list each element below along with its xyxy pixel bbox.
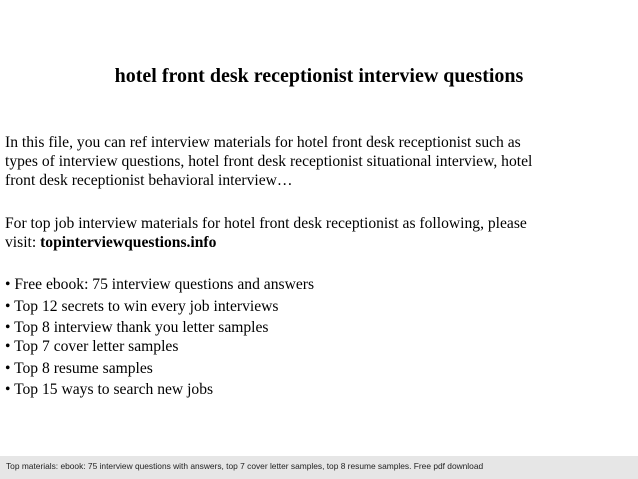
intro-line-3: front desk receptionist behavioral interview…: [5, 172, 293, 189]
resource-list: [5, 275, 633, 402]
intro-line-1: In this file, you can ref interview materials for hotel front desk receptionist such as: [5, 134, 521, 151]
site-link[interactable]: topinterviewquestions.info: [40, 234, 217, 251]
intro-line-2: types of interview questions, hotel front desk receptionist situational interview, hotel: [5, 153, 533, 170]
cta-line-2: [5, 233, 633, 252]
cta-prefix: visit:: [5, 234, 41, 251]
list-item: • Free ebook: 75 interview questions and answers: [5, 276, 315, 293]
list-item: • Top 8 interview thank you letter samples: [5, 319, 269, 337]
page-title: hotel front desk receptionist interview questions: [114, 65, 524, 87]
list-item: • Top 12 secrets to win every job interviews: [5, 297, 279, 315]
footer-text: Top materials: ebook: 75 interview questions with answers, top 7 cover letter samples, top 8 resume samples. Free pdf download: [6, 461, 484, 471]
cta-line-1: For top job interview materials for hotel front desk receptionist as following, please: [5, 215, 527, 232]
list-item: • Top 15 ways to search new jobs: [5, 381, 214, 399]
cta-paragraph: [5, 214, 633, 252]
list-item: • Top 8 resume samples: [5, 359, 153, 377]
footer-bar: [0, 456, 638, 479]
intro-paragraph: [5, 133, 633, 190]
list-item: • Top 7 cover letter samples: [5, 338, 179, 356]
